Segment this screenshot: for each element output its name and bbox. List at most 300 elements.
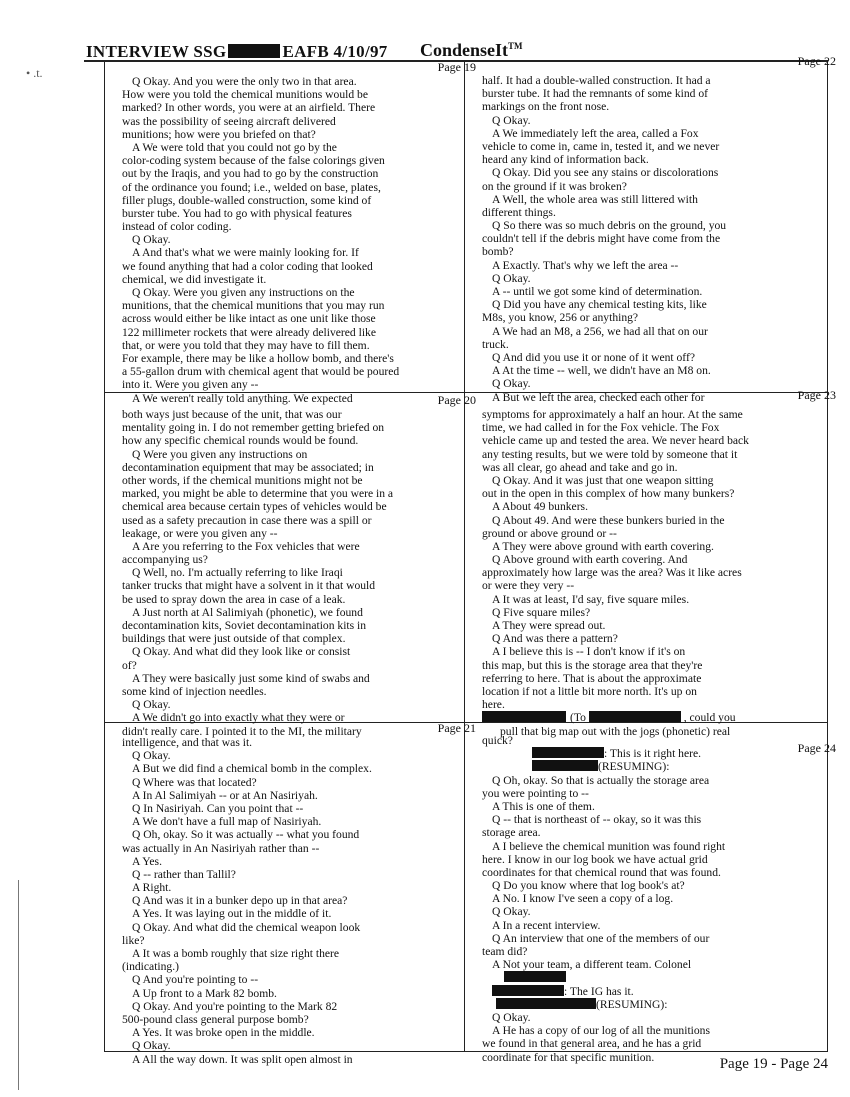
- transcript-line: [482, 364, 842, 377]
- line-text: out by the Iraqis, and you had to go by the construction: [122, 167, 379, 181]
- page-lines: [122, 736, 482, 1066]
- line-text: burster tube. You had to go with physical features: [122, 206, 352, 220]
- transcript-line: [122, 868, 482, 881]
- line-text: A Just north at Al Salimiyah (phonetic), we found: [132, 605, 363, 619]
- transcript-line: [122, 115, 482, 128]
- line-text: munitions; how were you briefed on that?: [122, 127, 316, 141]
- line-text: A They were basically just some kind of swabs and: [132, 671, 370, 685]
- transcript-line: [122, 789, 482, 802]
- transcript-line: [482, 932, 842, 945]
- transcript-line: [122, 960, 482, 973]
- line-text: 500-pound class general purpose bomb?: [122, 1012, 309, 1026]
- transcript-line: [482, 114, 842, 127]
- transcript-line: [122, 749, 482, 762]
- line-text: vehicle came up and tested the area. We never heard back: [482, 434, 749, 448]
- line-text: Q And was there a pattern?: [492, 632, 618, 646]
- transcript-line: [482, 645, 842, 658]
- transcript-line: [122, 487, 482, 500]
- transcript-line: [482, 747, 842, 760]
- transcript-line: [122, 273, 482, 286]
- line-text: storage area.: [482, 826, 541, 840]
- line-text: location if not a little bit more north. It's up on: [482, 684, 697, 698]
- line-text: we found anything that had a color coding that looked: [122, 259, 373, 273]
- line-text: heard any kind of information back.: [482, 153, 649, 167]
- transcript-line: [122, 194, 482, 207]
- transcript-line: [482, 905, 842, 918]
- line-text: here. I know in our log book we have actual grid: [482, 852, 708, 866]
- line-text: Q Okay.: [492, 1010, 531, 1024]
- transcript-line: [122, 312, 482, 325]
- transcript-line: [482, 540, 842, 553]
- transcript-line: [482, 685, 842, 698]
- line-text: Q Above ground with earth covering. And: [492, 553, 688, 567]
- transcript-line: [122, 987, 482, 1000]
- transcript-line: [122, 698, 482, 711]
- page-label: Page 20: [437, 393, 476, 407]
- transcript-line: [122, 1026, 482, 1039]
- line-text: A It was a bomb roughly that size right there: [132, 947, 340, 960]
- transcript-line: [122, 907, 482, 920]
- line-text: decontamination equipment that may be associated; in: [122, 460, 374, 474]
- line-text: referring to here. That is about the approximate: [482, 671, 702, 685]
- transcript-line: [482, 919, 842, 932]
- transcript-line: [122, 736, 482, 749]
- transcript-line: [482, 272, 842, 285]
- transcript-line: [122, 75, 482, 88]
- line-text: Q Okay.: [132, 698, 171, 712]
- transcript-line: [482, 606, 842, 619]
- transcript-line: [122, 540, 482, 553]
- transcript-line: [122, 606, 482, 619]
- line-text: couldn't tell if the debris might have come from the: [482, 232, 721, 246]
- transcript-line: [482, 1011, 842, 1024]
- transcript-line: [482, 245, 842, 258]
- transcript-line: [482, 619, 842, 632]
- transcript-line: [482, 985, 842, 998]
- transcript-line: [122, 619, 482, 632]
- line-text: coordinates for that chemical round that was found.: [482, 865, 721, 879]
- redaction-block: [492, 985, 564, 996]
- transcript-line: [122, 181, 482, 194]
- transcript-line: [482, 487, 842, 500]
- line-text: quick?: [482, 734, 513, 747]
- line-text: A They were above ground with earth covering.: [492, 539, 714, 553]
- line-text: instead of color coding.: [122, 220, 232, 234]
- line-text: buildings that were just outside of that complex.: [122, 632, 346, 646]
- transcript-line: [482, 734, 842, 747]
- page-label: Page 23: [797, 388, 836, 402]
- line-text-fragment: : The IG has it.: [564, 984, 634, 998]
- transcript-line: [122, 881, 482, 894]
- transcript-line: [122, 154, 482, 167]
- line-text: A Are you referring to the Fox vehicles that were: [132, 539, 360, 553]
- line-text: mentality going in. I do not remember getting briefed on: [122, 421, 385, 435]
- line-text: be used to spray down the area in case of a leak.: [122, 592, 346, 606]
- line-text: marked, you might be able to determine that you were in a: [122, 487, 394, 501]
- line-text: Q Oh, okay. So that is actually the storage area: [492, 773, 710, 787]
- transcript-line: [122, 260, 482, 273]
- transcript-line: [122, 553, 482, 566]
- line-text: Q Okay. And what did they look like or consist: [132, 645, 351, 659]
- line-text: [496, 998, 668, 1011]
- margin-speck: • .t.: [26, 66, 43, 80]
- transcript-line: [482, 87, 842, 100]
- line-text: like?: [122, 933, 145, 947]
- line-text: A Exactly. That's why we left the area --: [492, 258, 679, 272]
- transcript-line: [122, 461, 482, 474]
- line-text: A We didn't go into exactly what they were or: [132, 711, 345, 725]
- transcript-line: [482, 760, 842, 773]
- line-text: tanker trucks that might have a solvent in it that would: [122, 579, 376, 593]
- transcript-line: [482, 232, 842, 245]
- header-title-date: EAFB 4/10/97: [282, 42, 388, 61]
- transcript-line: [122, 921, 482, 934]
- line-text: Q Okay.: [132, 749, 171, 763]
- line-text: (indicating.): [122, 960, 179, 974]
- line-text: Q Do you know where that log book's at?: [492, 879, 685, 893]
- redaction-block: [532, 747, 604, 758]
- line-text: some kind of injection needles.: [122, 684, 267, 698]
- line-text: other words, if the chemical munitions might not be: [122, 473, 363, 487]
- line-text: truck.: [482, 337, 509, 351]
- page-lines: [482, 74, 842, 404]
- transcript-line: [482, 259, 842, 272]
- line-text: didn't really care. I pointed it to the MI, the military: [122, 724, 362, 738]
- line-text-fragment: (To: [570, 711, 589, 725]
- line-text: accompanying us?: [122, 553, 208, 567]
- line-text: leakage, or were you given any --: [122, 526, 278, 540]
- transcript-line: [482, 140, 842, 153]
- scan-edge-line: [18, 880, 19, 1090]
- transcript-line: [482, 853, 842, 866]
- transcript-line: [482, 800, 842, 813]
- transcript-line: [122, 1000, 482, 1013]
- transcript-page: [122, 721, 482, 1066]
- transcript-line: [482, 971, 842, 984]
- line-text: Q Okay. Did you see any stains or discolorations: [492, 166, 719, 180]
- transcript-line: [122, 1013, 482, 1026]
- transcript-line: [482, 579, 842, 592]
- line-text: A I believe this is -- I don't know if it's on: [492, 645, 686, 659]
- line-text: burster tube. It had the remnants of some kind of: [482, 87, 709, 101]
- transcript-line: [482, 219, 842, 232]
- line-text-fragment: (RESUMING):: [596, 997, 668, 1011]
- transcript-line: [482, 461, 842, 474]
- line-text: bomb?: [482, 245, 514, 259]
- transcript-line: [482, 474, 842, 487]
- transcript-line: [122, 434, 482, 447]
- line-text: of the ordinance you found; i.e., welded on base, plates,: [122, 180, 381, 194]
- line-text: A At the time -- well, we didn't have an M8 on.: [492, 364, 711, 378]
- line-text: [504, 971, 566, 984]
- line-text: time, we had called in for the Fox vehicle. The Fox: [482, 421, 720, 435]
- transcript-line: [122, 500, 482, 513]
- redaction-block: [482, 711, 566, 722]
- line-text: symptoms for approximately a half an hour. At the same: [482, 408, 743, 421]
- line-text: Q Okay.: [132, 233, 171, 247]
- transcript-line: [122, 776, 482, 789]
- transcript-line: [482, 879, 842, 892]
- line-text: both ways just because of the unit, that was our: [122, 408, 342, 421]
- transcript-line: [482, 448, 842, 461]
- line-text: A About 49 bunkers.: [492, 500, 588, 514]
- page-lines: [122, 75, 482, 405]
- transcript-line: [482, 180, 842, 193]
- line-text: A We were told that you could not go by the: [132, 140, 337, 154]
- line-text: For example, there may be like a hollow bomb, and there's: [122, 351, 394, 365]
- line-text: different things.: [482, 205, 556, 219]
- transcript-line: [482, 892, 842, 905]
- transcript-line: [482, 958, 842, 971]
- line-text: that, or were you told that they may have to fill them.: [122, 338, 370, 352]
- line-text: A -- until we got some kind of determination.: [492, 285, 703, 298]
- transcript-line: [482, 206, 842, 219]
- transcript-line: [122, 894, 482, 907]
- transcript-line: [122, 299, 482, 312]
- line-text: munitions, that the chemical munitions that you may run: [122, 299, 385, 313]
- transcript-line: [122, 421, 482, 434]
- transcript-line: [122, 101, 482, 114]
- transcript-line: [122, 855, 482, 868]
- transcript-line: [122, 339, 482, 352]
- line-text: team did?: [482, 945, 528, 958]
- line-text: A We don't have a full map of Nasiriyah.: [132, 815, 322, 829]
- transcript-line: [122, 566, 482, 579]
- transcript-line: [482, 153, 842, 166]
- page-lines: [482, 734, 842, 1064]
- transcript-line: [482, 840, 842, 853]
- line-text: A All the way down. It was split open almost in: [132, 1052, 353, 1066]
- line-text: Q Okay.: [132, 1039, 171, 1053]
- line-text: Q Well, no. I'm actually referring to like Iraqi: [132, 566, 343, 580]
- transcript-line: [122, 167, 482, 180]
- line-text: Q Okay. Were you given any instructions on the: [132, 286, 355, 299]
- line-text: A No. I know I've seen a copy of a log.: [492, 892, 674, 906]
- redaction-block: [589, 711, 681, 722]
- line-text: A Well, the whole area was still littered with: [492, 192, 698, 206]
- line-text: into it. Were you given any --: [122, 378, 259, 392]
- line-text: Q Okay.: [492, 271, 531, 285]
- line-text: Q And did you use it or none of it went off?: [492, 350, 695, 364]
- transcript-line: [122, 88, 482, 101]
- transcript-line: [482, 527, 842, 540]
- transcript-page: [482, 388, 842, 738]
- product-name-text: CondenseIt: [420, 40, 509, 60]
- redaction-block: [532, 760, 598, 771]
- line-text: Q Were you given any instructions on: [132, 447, 308, 461]
- transcript-line: [122, 828, 482, 841]
- line-text: ground or above ground or --: [482, 526, 617, 540]
- trademark-mark: TM: [508, 41, 523, 51]
- line-text: or were they very --: [482, 579, 575, 593]
- line-text: a 55-gallon drum with chemical agent that would be poured: [122, 365, 400, 379]
- line-text: A In Al Salimiyah -- or at An Nasiriyah.: [132, 788, 318, 802]
- line-text: Q An interview that one of the members of our: [492, 931, 710, 945]
- line-text: [532, 760, 670, 773]
- transcript-line: [122, 474, 482, 487]
- page-label: Page 24: [797, 741, 836, 755]
- transcript-line: [122, 220, 482, 233]
- transcript-line: [122, 672, 482, 685]
- transcript-line: [122, 365, 482, 378]
- line-text: Q Okay.: [492, 905, 531, 919]
- line-text: Q Oh, okay. So it was actually -- what you found: [132, 828, 360, 842]
- transcript-line: [122, 1053, 482, 1066]
- line-text-fragment: : This is it right here.: [604, 747, 702, 761]
- transcript-line: [482, 866, 842, 879]
- transcript-line: [122, 128, 482, 141]
- transcript-line: [482, 632, 842, 645]
- line-text: filler plugs, double-walled construction, some kind of: [122, 193, 372, 207]
- transcript-line: [482, 787, 842, 800]
- line-text: A It was at least, I'd say, five square miles.: [492, 592, 690, 606]
- line-text: Q Okay.: [492, 113, 531, 127]
- transcript-line: [482, 285, 842, 298]
- line-text: pull that big map out with the jogs (phonetic) real: [500, 724, 731, 738]
- transcript-line: [122, 286, 482, 299]
- line-text: Q Did you have any chemical testing kits, like: [492, 298, 707, 312]
- line-text: color-coding system because of the false colorings given: [122, 154, 385, 168]
- transcript-line: [482, 698, 842, 711]
- line-text: chemical, we did investigate it.: [122, 272, 267, 286]
- line-text: Q Five square miles?: [492, 605, 591, 619]
- line-text: Q -- that is northeast of -- okay, so it was this: [492, 813, 702, 827]
- line-text: How were you told the chemical munitions would be: [122, 88, 368, 102]
- transcript-line: [122, 815, 482, 828]
- line-text: A They were spread out.: [492, 619, 606, 632]
- transcript-line: [482, 593, 842, 606]
- header-title-prefix: INTERVIEW SSG: [86, 42, 227, 61]
- line-text: A In a recent interview.: [492, 918, 601, 932]
- transcript-line: [122, 632, 482, 645]
- transcript-line: [482, 514, 842, 527]
- transcript-line: [482, 826, 842, 839]
- line-text: 122 millimeter rockets that were already delivered like: [122, 325, 376, 339]
- line-text: out in the open in this complex of how many bunkers?: [482, 487, 735, 501]
- transcript-line: [122, 1039, 482, 1052]
- transcript-line: [482, 311, 842, 324]
- transcript-line: [482, 553, 842, 566]
- transcript-line: [482, 127, 842, 140]
- line-text: A Yes.: [132, 854, 162, 868]
- transcript-line: [122, 527, 482, 540]
- transcript-line: [122, 352, 482, 365]
- transcript-line: [482, 166, 842, 179]
- redaction-block: [504, 971, 566, 982]
- line-text: A We immediately left the area, called a Fox: [492, 126, 699, 140]
- line-text: any testing results, but we were told by someone that it: [482, 447, 738, 461]
- line-text: this map, but this is the storage area that they're: [482, 658, 703, 672]
- page-range-footer: Page 19 - Page 24: [719, 1056, 828, 1072]
- line-text: across would either be like intact as one unit like those: [122, 312, 376, 326]
- line-text: used as a safety precaution in case there was a spill or: [122, 513, 372, 527]
- line-text: of?: [122, 658, 137, 672]
- transcript-line: [122, 973, 482, 986]
- transcript-line: [122, 408, 482, 421]
- line-text: A We had an M8, a 256, we had all that on our: [492, 324, 708, 338]
- transcript-line: [482, 74, 842, 87]
- line-text: Q Okay. And what did the chemical weapon look: [132, 920, 361, 934]
- page-lines: [482, 408, 842, 738]
- line-text: A This is one of them.: [492, 799, 595, 813]
- line-text: A But we did find a chemical bomb in the complex.: [132, 762, 372, 776]
- transcript-line: [482, 298, 842, 311]
- transcript-line: [482, 945, 842, 958]
- transcript-line: [122, 659, 482, 672]
- line-text: chemical area because certain types of vehicles would be: [122, 500, 387, 514]
- line-text: Q And was it in a bunker depo up in that area?: [132, 894, 348, 908]
- transcript-line: [482, 672, 842, 685]
- redaction-block: [228, 44, 280, 58]
- transcript-line: [482, 659, 842, 672]
- transcript-line: [482, 421, 842, 434]
- line-text: marked? In other words, you were at an airfield. There: [122, 101, 376, 115]
- transcript-line: [122, 246, 482, 259]
- transcript-line: [122, 207, 482, 220]
- transcript-line: [122, 579, 482, 592]
- transcript-line: [482, 338, 842, 351]
- transcript-line: [482, 100, 842, 113]
- line-text: was actually in An Nasiriyah rather than --: [122, 841, 320, 855]
- transcript-line: [122, 233, 482, 246]
- line-text: A Right.: [132, 881, 172, 895]
- transcript-line: [482, 998, 842, 1011]
- line-text: here.: [482, 698, 505, 712]
- transcript-line: [122, 448, 482, 461]
- transcript-line: [122, 947, 482, 960]
- line-text: we found in that general area, and he has a grid: [482, 1037, 702, 1051]
- transcript-line: [122, 141, 482, 154]
- line-text: Q In Nasiriyah. Can you point that --: [132, 801, 304, 815]
- line-text: A And that's what we were mainly looking for. If: [132, 246, 359, 260]
- page-label: Page 22: [797, 54, 836, 68]
- transcript-line: [122, 514, 482, 527]
- line-text: A I believe the chemical munition was found right: [492, 839, 726, 853]
- transcript-line: [122, 802, 482, 815]
- transcript-line: [482, 325, 842, 338]
- line-text-fragment: (RESUMING):: [598, 760, 670, 774]
- line-text: [492, 985, 634, 998]
- line-text-fragment: , could you: [680, 711, 736, 725]
- transcript-line: [482, 500, 842, 513]
- transcript-line: [122, 685, 482, 698]
- transcript-line: [482, 774, 842, 787]
- line-text: M8s, you know, 256 or anything?: [482, 311, 639, 325]
- transcript-line: [482, 351, 842, 364]
- page-label: Page 19: [437, 60, 476, 74]
- transcript-line: [122, 762, 482, 775]
- transcript-line: [122, 934, 482, 947]
- line-text: vehicle to come in, came in, tested it, and we never: [482, 139, 720, 153]
- transcript-line: [482, 566, 842, 579]
- transcript-line: [122, 378, 482, 391]
- line-text: Q So there was so much debris on the ground, you: [492, 219, 727, 233]
- line-text: A We weren't really told anything. We expected: [132, 391, 353, 405]
- line-text: half. It had a double-walled construction. It had a: [482, 74, 711, 87]
- line-text: Q Where was that located?: [132, 775, 257, 789]
- transcript-line: [482, 813, 842, 826]
- transcript-line: [122, 645, 482, 658]
- line-text: Q Okay. And you're pointing to the Mark 82: [132, 999, 338, 1013]
- page-lines: [122, 408, 482, 738]
- line-text: you were pointing to --: [482, 786, 589, 800]
- line-text: Q Okay. And you were the only two in that area.: [132, 75, 357, 88]
- line-text: Q About 49. And were these bunkers buried in the: [492, 513, 725, 527]
- line-text: [532, 747, 701, 760]
- line-text: Q Okay. And it was just that one weapon sitting: [492, 473, 714, 487]
- line-text: A Yes. It was laying out in the middle of it.: [132, 907, 332, 921]
- line-text: coordinate for that specific munition.: [482, 1050, 655, 1064]
